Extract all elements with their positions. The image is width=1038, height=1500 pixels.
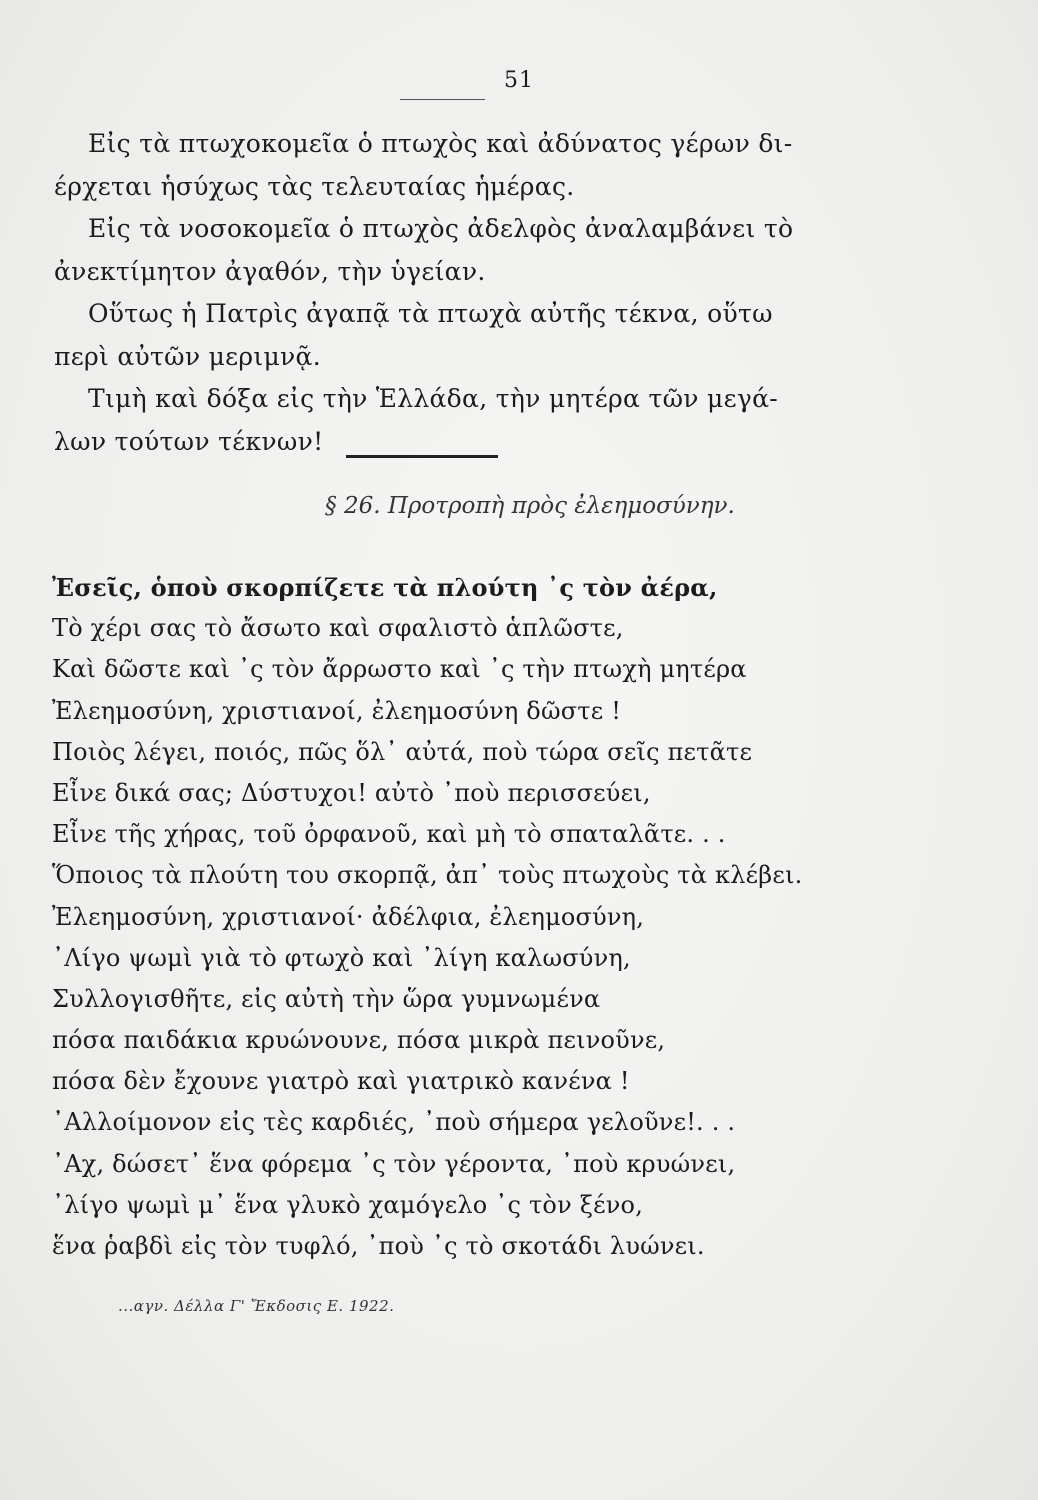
poem-line: Καὶ δῶστε καὶ ᾿ς τὸν ἄρρωστο καὶ ᾿ς τὴν πτωχὴ μητέρα bbox=[52, 655, 747, 684]
section-heading: § 26. Προτροπὴ πρὸς ἐλεημοσύνην. bbox=[325, 493, 735, 519]
poem-line: Ἐλεημοσύνη, χριστιανοί· ἀδέλφια, ἐλεημοσύνη, bbox=[52, 902, 645, 931]
poem-line: Συλλογισθῆτε, εἰς αὐτὴ τὴν ὥρα γυμνωμένα bbox=[52, 984, 601, 1013]
poem-line: Ποιὸς λέγει, ποιός, πῶς ὅλ᾿ αὐτά, ποὺ τώρα σεῖς πετᾶτε bbox=[52, 737, 753, 766]
poem-line: ἕνα ῥαβδὶ εἰς τὸν τυφλό, ᾿ποὺ ᾿ς τὸ σκοτάδι λυώνει. bbox=[52, 1232, 705, 1260]
poem-line: πόσα δὲν ἔχουνε γιατρὸ καὶ γιατρικὸ κανένα ! bbox=[52, 1067, 630, 1096]
section-divider bbox=[346, 455, 498, 458]
page-number-rule bbox=[400, 99, 485, 100]
prose-line: περὶ αὐτῶν μεριμνᾷ. bbox=[54, 341, 321, 371]
prose-line: Εἰς τὰ πτωχοκομεῖα ὁ πτωχὸς καὶ ἀδύνατος γέρων δι- bbox=[88, 129, 793, 158]
poem-line: ᾿λίγο ψωμὶ μ᾿ ἕνα γλυκὸ χαμόγελο ᾿ς τὸν ξένο, bbox=[52, 1190, 644, 1219]
poem-line: ᾿Αχ, δώσετ᾿ ἕνα φόρεμα ᾿ς τὸν γέροντα, ᾿ποὺ κρυώνει, bbox=[52, 1149, 736, 1178]
prose-paragraphs bbox=[54, 123, 824, 463]
prose-line: Οὕτως ἡ Πατρὶς ἀγαπᾷ τὰ πτωχὰ αὐτῆς τέκνα, οὕτω bbox=[88, 299, 773, 328]
poem-line: Εἶνε τῆς χήρας, τοῦ ὀρφανοῦ, καὶ μὴ τὸ σπαταλᾶτε. . . bbox=[52, 820, 726, 849]
prose-line: λων τούτων τέκνων! bbox=[54, 426, 324, 456]
page-number: 51 bbox=[504, 68, 534, 93]
poem-line: ᾿Λίγο ψωμὶ γιὰ τὸ φτωχὸ καὶ ᾿λίγη καλωσύνη, bbox=[52, 943, 631, 972]
poem-line: Ὅποιος τὰ πλούτη του σκορπᾷ, ἀπ᾿ τοὺς πτωχοὺς τὰ κλέβει. bbox=[52, 861, 803, 890]
poem-line: πόσα παιδάκια κρυώνουνε, πόσα μικρὰ πεινοῦνε, bbox=[52, 1026, 666, 1055]
prose-line: Εἰς τὰ νοσοκομεῖα ὁ πτωχὸς ἀδελφὸς ἀναλαμβάνει τὸ bbox=[88, 214, 794, 243]
poem-line: Ἐσεῖς, ὁποὺ σκορπίζετε τὰ πλούτη ᾿ς τὸν ἀέρα, bbox=[52, 573, 718, 602]
prose-line: Τιμὴ καὶ δόξα εἰς τὴν Ἑλλάδα, τὴν μητέρα τῶν μεγά- bbox=[88, 384, 779, 413]
poem-line: ᾿Αλλοίμονον εἰς τὲς καρδιές, ᾿ποὺ σήμερα γελοῦνε!. . . bbox=[52, 1108, 736, 1137]
poem bbox=[52, 567, 832, 1267]
prose-line: ἀνεκτίμητον ἀγαθόν, τὴν ὑγείαν. bbox=[54, 256, 486, 286]
poem-line: Εἶνε δικά σας; Δύστυχοι! αὐτὸ ᾿ποὺ περισσεύει, bbox=[52, 778, 651, 807]
source-footnote: ...αγν. Δέλλα Γ' Ἔκδοσις Ε. 1922. bbox=[118, 1297, 395, 1315]
prose-line: έρχεται ἡσύχως τὰς τελευταίας ἡμέρας. bbox=[54, 171, 575, 201]
poem-line: Τὸ χέρι σας τὸ ἄσωτο καὶ σφαλιστὸ ἁπλῶστε, bbox=[52, 614, 624, 643]
poem-line: Ἐλεημοσύνη, χριστιανοί, ἐλεημοσύνη δῶστε ! bbox=[52, 696, 622, 725]
